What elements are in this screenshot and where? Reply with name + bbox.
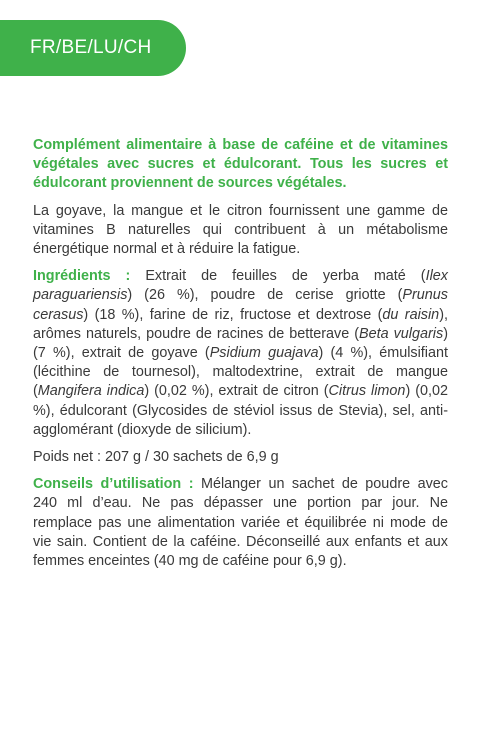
ingredients-latin-name: Citrus limon — [328, 383, 406, 400]
net-weight-text: Poids net : 207 g / 30 sachets de 6,9 g — [33, 449, 279, 466]
ingredients-part: ) (18 %), farine de riz, fructose et dextrose ( — [83, 306, 383, 323]
description-text: La goyave, la mangue et le citron fournissent une gamme de vitamines B naturelles qui contribuent à un métabolisme énergétique normal et à réduire la fatigue. — [33, 202, 448, 258]
ingredients-section — [33, 267, 448, 440]
ingredients-latin-name: Mangifera indica — [37, 383, 145, 400]
ingredients-part: ) (0,02 %), édulcorant (Glycosides de stéviol issus de Stevia), sel, anti-agglomérant (dioxyde de silicium). — [33, 383, 448, 438]
ingredients-part: ) (7 %), extrait de goyave ( — [33, 325, 448, 362]
language-tab — [0, 20, 186, 76]
usage-label: Conseils d’utilisation : — [33, 476, 194, 493]
ingredients-latin-name: Ilex paraguariensis — [33, 268, 448, 304]
ingredients-latin-name: Prunus cerasus — [33, 287, 448, 323]
intro-text: Complément alimentaire à base de caféine et de vitamines végétales avec sucres et édulcorant. Tous les sucres et édulcorant proviennent de sources végétales. — [33, 137, 448, 192]
usage-text: Mélanger un sachet de poudre avec 240 ml d’eau. Ne pas dépasser une portion par jour. Ne remplace pas une alimentation variée et équilibrée ni mode de vie sain. Contient de la caféine. Déconseillé aux enfants et aux femmes enceintes (40 mg de caféine pour 6,9 g). — [33, 476, 448, 570]
ingredients-latin-name: du raisin — [382, 306, 440, 323]
ingredients-part: ) (4 %), émulsifiant (lécithine de tournesol), maltodextrine, extrait de mangue ( — [33, 345, 448, 400]
ingredients-latin-name: Psidium guajava — [209, 345, 319, 362]
ingredients-part: ) (26 %), poudre de cerise griotte ( — [127, 287, 403, 304]
ingredients-part: ) (0,02 %), extrait de citron ( — [144, 383, 329, 400]
label-text — [33, 136, 448, 579]
language-tab-label: FR/BE/LU/CH — [30, 37, 152, 58]
ingredients-label: Ingrédients : — [33, 268, 131, 285]
ingredients-part: Extrait de feuilles de yerba maté ( — [130, 268, 426, 285]
usage-section — [33, 475, 448, 571]
ingredients-latin-name: Beta vulgaris — [359, 325, 444, 342]
ingredients-part: ), arômes naturels, poudre de racines de betterave ( — [33, 306, 448, 342]
